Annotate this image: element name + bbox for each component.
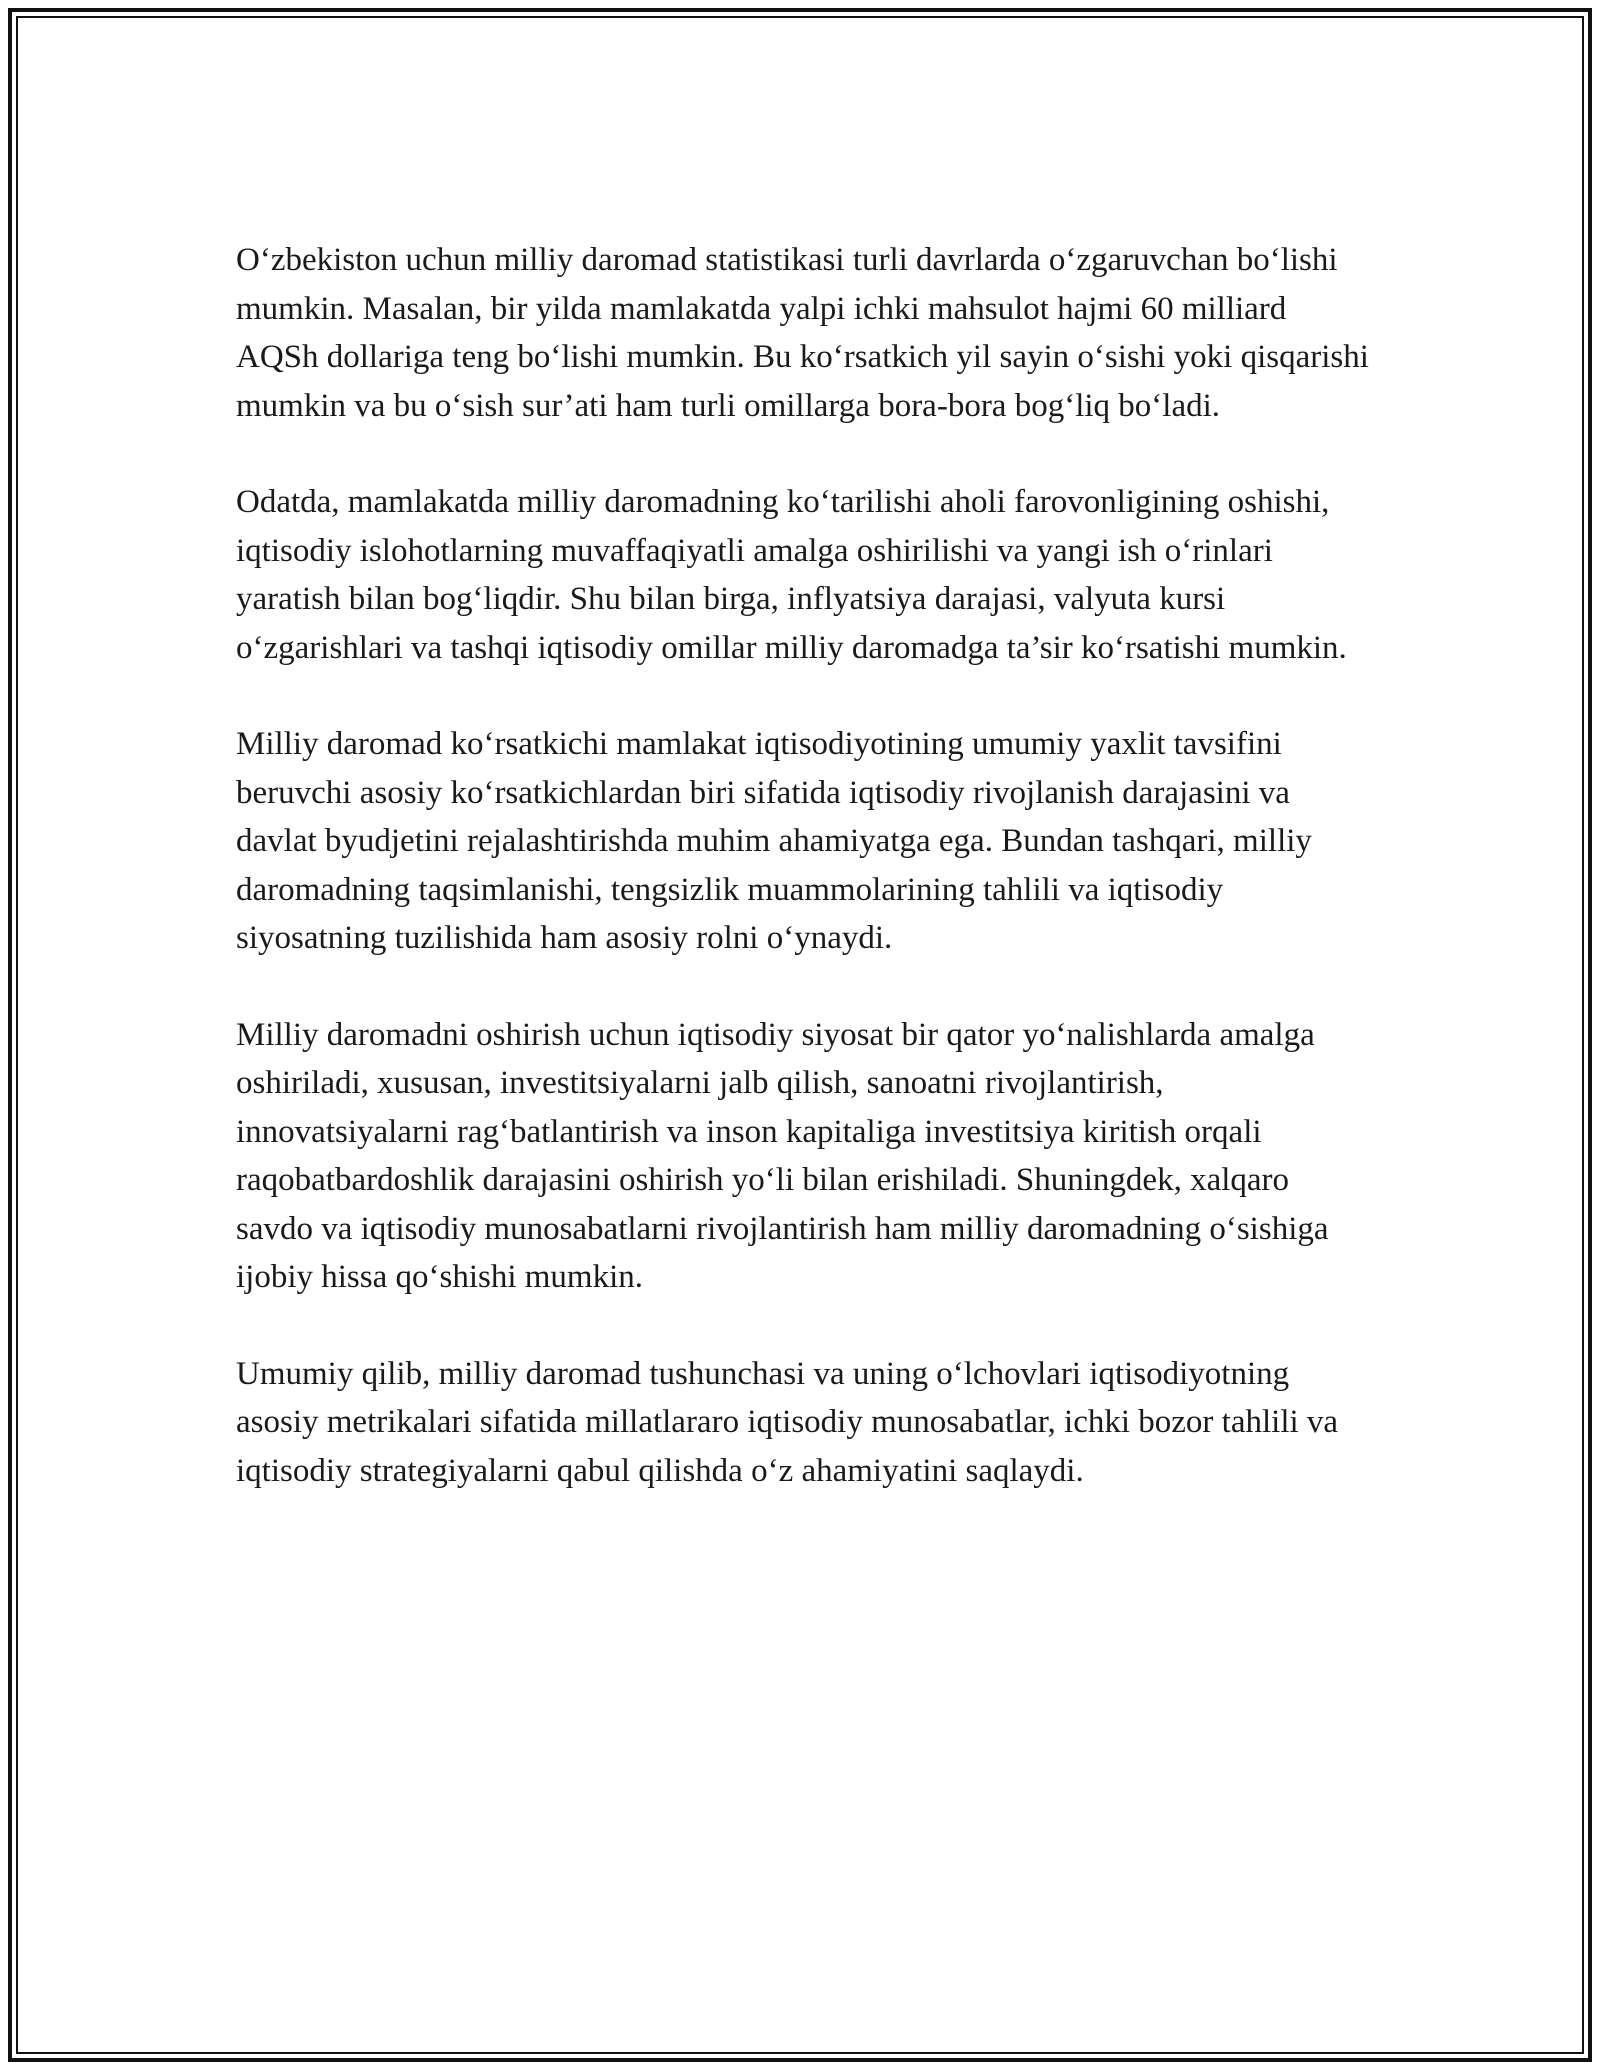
paragraph-3: Milliy daromad ko‘rsatkichi mamlakat iqtisodiyotining umumiy yaxlit tavsifini beruvchi asosiy ko‘rsatkichlardan biri sifatida iqtisodiy rivojlanish darajasini va davlat byudjetini rejalashtirishda muhim ahamiyatga ega. Bundan tashqari, milliy daromadning taqsimlanishi, tengsizlik muammolarining tahlili va iqtisodiy siyosatning tuzilishida ham asosiy rolni o‘ynaydi.	[236, 726, 1312, 956]
paragraph-2: Odatda, mamlakatda milliy daromadning ko‘tarilishi aholi farovonligining oshishi, iqtisodiy islohotlarning muvaffaqiyatli amalga oshirilishi va yangi ish o‘rinlari yaratish bilan bog‘liqdir. Shu bilan birga, inflyatsiya darajasi, valyuta kursi o‘zgarishlari va tashqi iqtisodiy omillar milliy daromadga ta’sir ko‘rsatishi mumkin.	[236, 484, 1347, 666]
paragraph-4: Milliy daromadni oshirish uchun iqtisodiy siyosat bir qator yo‘nalishlarda amalga oshiriladi, xususan, investitsiyalarni jalb qilish, sanoatni rivojlantirish, innovatsiyalarni rag‘batlantirish va inson kapitaliga investitsiya kiritish orqali raqobatbardoshlik darajasini oshirish yo‘li bilan erishiladi. Shuningdek, xalqaro savdo va iqtisodiy munosabatlarni rivojlantirish ham milliy daromadning o‘sishiga ijobiy hissa qo‘shishi mumkin.	[236, 1016, 1329, 1295]
document-body	[236, 236, 1370, 1543]
paragraph-5: Umumiy qilib, milliy daromad tushunchasi va uning o‘lchovlari iqtisodiyotning asosiy metrikalari sifatida millatlararo iqtisodiy munosabatlar, ichki bozor tahlili va iqtisodiy strategiyalarni qabul qilishda o‘z ahamiyatini saqlaydi.	[236, 1355, 1339, 1489]
paragraph-1: O‘zbekiston uchun milliy daromad statistikasi turli davrlarda o‘zgaruvchan bo‘lishi mumkin. Masalan, bir yilda mamlakatda yalpi ichki mahsulot hajmi 60 milliard AQSh dollariga teng bo‘lishi mumkin. Bu ko‘rsatkich yil sayin o‘sishi yoki qisqarishi mumkin va bu o‘sish sur’ati ham turli omillarga bora-bora bog‘liq bo‘ladi.	[236, 242, 1369, 424]
